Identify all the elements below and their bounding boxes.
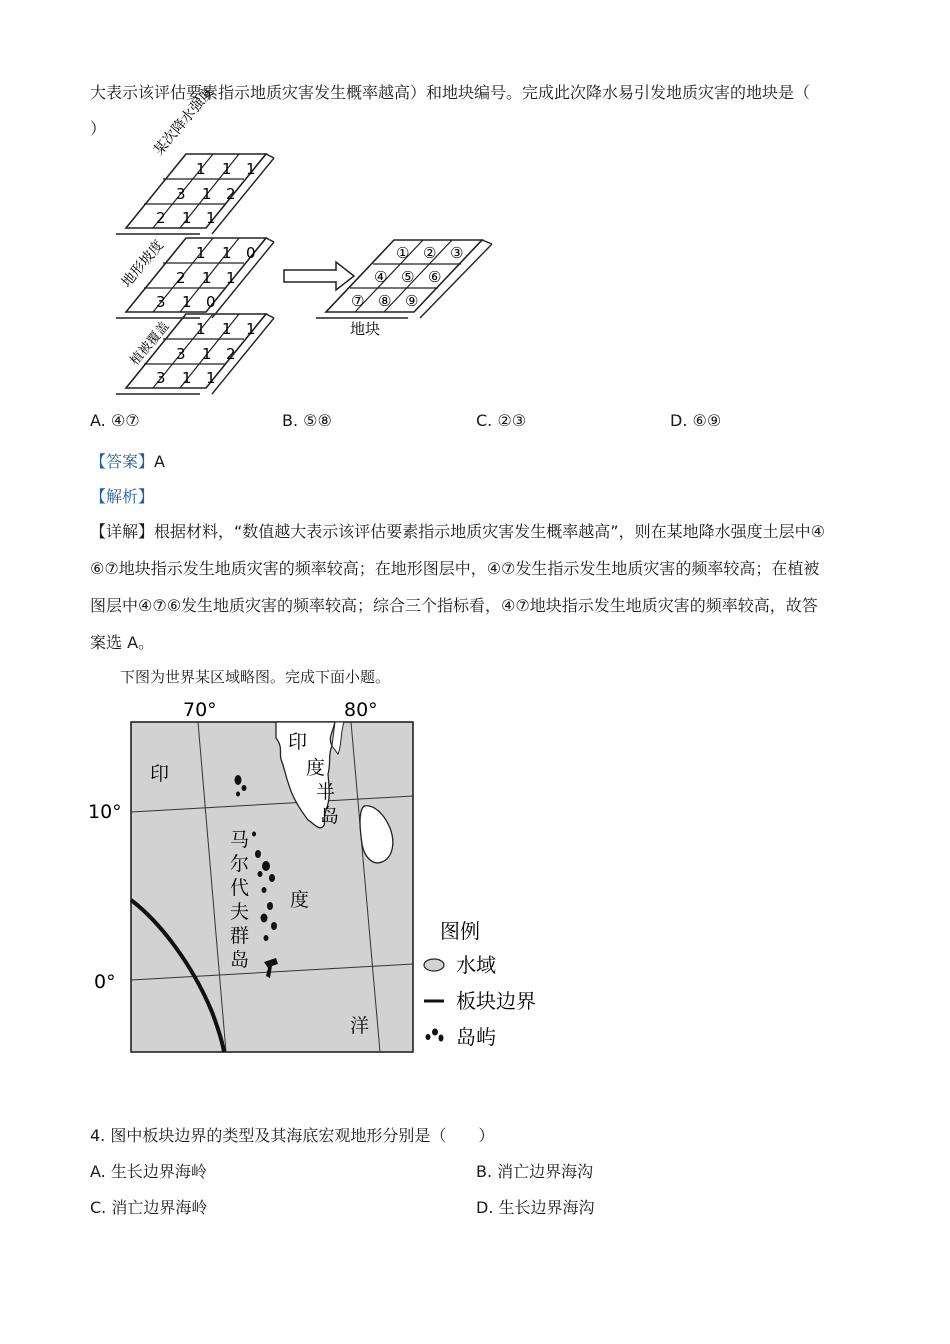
legend-title: 图例: [440, 919, 480, 943]
islands-label: 岛: [230, 949, 250, 971]
layer1-label: 某次降水强度: [150, 83, 218, 159]
plot-number: ①: [396, 244, 410, 262]
plot-number: ⑦: [351, 292, 365, 310]
layer3-cell: 1: [202, 345, 212, 363]
layer2-cell: 0: [246, 244, 256, 262]
layer1-cell: 1: [182, 209, 192, 227]
plot-number: ④: [374, 268, 388, 286]
ocean-label: 印: [150, 763, 170, 785]
layer3-cell: 2: [226, 345, 236, 363]
map-frame: [131, 722, 413, 1052]
layer1-cell: 1: [206, 209, 216, 227]
islands-label: 尔: [230, 853, 250, 875]
q4-option-b[interactable]: [476, 1159, 593, 1182]
option-text: 生长边界海沟: [498, 1198, 595, 1217]
option-text: 生长边界海岭: [110, 1162, 207, 1181]
layer1-cell: 1: [196, 160, 206, 178]
layer2-cell: 1: [202, 269, 212, 287]
islands-label: 代: [230, 877, 250, 899]
layer-slope: [116, 237, 274, 318]
legend-item: 岛屿: [456, 1025, 496, 1049]
ocean-label: 洋: [350, 1015, 370, 1037]
detail-line: 图层中④⑦⑥发生地质灾害的频率较高；综合三个指标看，④⑦地块指示发生地质灾害的频率较高，故答: [90, 596, 818, 615]
layer1-cell: 3: [176, 185, 186, 203]
option-text: 消亡边界海沟: [497, 1162, 594, 1181]
option-text: ④⑦: [110, 411, 140, 430]
analysis-tag: 【解析】: [90, 487, 155, 506]
legend-item: 板块边界: [456, 989, 536, 1013]
layer2-cell: 3: [156, 293, 166, 311]
legend-item: 水域: [456, 953, 496, 977]
peninsula-label: 印: [288, 731, 308, 753]
island-swatch-icon: [426, 1029, 444, 1042]
layer-vegetation: [116, 314, 274, 394]
lon-label-70: 70°: [183, 699, 217, 721]
ocean-label: 度: [290, 889, 310, 911]
layer1-cell: 2: [226, 185, 236, 203]
plot-number: ③: [450, 244, 464, 262]
plot-number: ⑧: [378, 292, 392, 310]
water-swatch-icon: [424, 959, 444, 971]
option-letter: A.: [90, 411, 106, 430]
q3-option-c[interactable]: [476, 411, 526, 430]
q4-option-d[interactable]: [476, 1195, 595, 1218]
q4-option-a[interactable]: [90, 1159, 207, 1182]
option-letter: A.: [90, 1162, 106, 1181]
peninsula-label: 度: [306, 757, 326, 779]
answer-value: A: [154, 452, 165, 471]
map-legend: [424, 919, 536, 1049]
layer3-cell: 1: [196, 320, 206, 338]
layer1-cell: 1: [202, 185, 212, 203]
region-map: [88, 694, 548, 1056]
option-letter: B.: [476, 1162, 493, 1181]
peninsula-label: 半: [316, 781, 336, 803]
layer3-cell: 1: [182, 369, 192, 387]
layer3-cell: 1: [222, 320, 232, 338]
layer1-cell: 1: [222, 160, 232, 178]
option-text: ⑤⑧: [303, 411, 332, 430]
layer3-cell: 1: [246, 320, 256, 338]
peninsula-label: 岛: [320, 805, 340, 827]
layer2-cell: 1: [182, 293, 192, 311]
layer2-cell: 2: [176, 269, 186, 287]
islands-label: 夫: [230, 901, 250, 923]
plot-number: ⑥: [428, 268, 442, 286]
result-grid: [316, 240, 492, 338]
q3-option-b[interactable]: [282, 411, 332, 430]
layer2-cell: 1: [226, 269, 236, 287]
option-letter: C.: [90, 1198, 107, 1217]
layer3-cell: 3: [176, 345, 186, 363]
option-letter: C.: [476, 411, 493, 430]
layer2-cell: 1: [196, 244, 206, 262]
layer-rainfall: [116, 83, 274, 234]
layer1-cell: 1: [246, 160, 256, 178]
option-text: ②③: [497, 411, 527, 430]
layer3-label: 植被覆盖: [127, 319, 173, 369]
layer2-label: 地形坡度: [118, 237, 168, 291]
q3-option-a[interactable]: [90, 411, 140, 430]
q4-stem: 4. 图中板块边界的类型及其海底宏观地形分别是（ ）: [90, 1126, 495, 1145]
layer3-cell: 1: [206, 369, 216, 387]
islands-label: 群: [230, 925, 250, 947]
detail-line: 【详解】根据材料，“数值越大表示该评估要素指示地质灾害发生概率越高”，则在某地降水强度土层中④: [90, 522, 825, 541]
lat-label-0: 0°: [94, 971, 116, 993]
right-arrow-icon: [284, 262, 354, 290]
option-letter: D.: [476, 1198, 494, 1217]
option-letter: D.: [670, 411, 688, 430]
plot-number: ⑤: [401, 268, 415, 286]
plot-number: ⑨: [405, 292, 419, 310]
layer2-cell: 1: [222, 244, 232, 262]
q3-stem-line1: 大表示该评估要素指示地质灾害发生概率越高）和地块编号。完成此次降水易引发地质灾害的地块是（: [90, 83, 811, 102]
layer2-cell: 0: [206, 293, 216, 311]
islands-label: 马: [230, 829, 250, 851]
plot-number: ②: [423, 244, 437, 262]
option-text: 消亡边界海岭: [111, 1198, 208, 1217]
option-letter: B.: [282, 411, 299, 430]
lon-label-80: 80°: [344, 699, 378, 721]
result-grid-label: 地块: [350, 320, 381, 338]
answer-tag: 【答案】: [90, 452, 155, 471]
q4-option-c[interactable]: [90, 1195, 207, 1218]
detail-line: ⑥⑦地块指示发生地质灾害的频率较高；在地形图层中，④⑦发生指示发生地质灾害的频率较高；在植被: [90, 559, 820, 578]
answer-line: [90, 449, 165, 472]
q3-stem-line2: ）: [90, 119, 107, 138]
option-text: ⑥⑨: [692, 411, 722, 430]
q3-option-d[interactable]: [670, 411, 721, 430]
detail-line: 案选 A。: [90, 633, 155, 652]
layer3-cell: 3: [156, 369, 166, 387]
layer1-cell: 2: [156, 209, 166, 227]
lat-label-10: 10°: [88, 801, 122, 823]
map-intro: 下图为世界某区域略图。完成下面小题。: [120, 668, 391, 686]
